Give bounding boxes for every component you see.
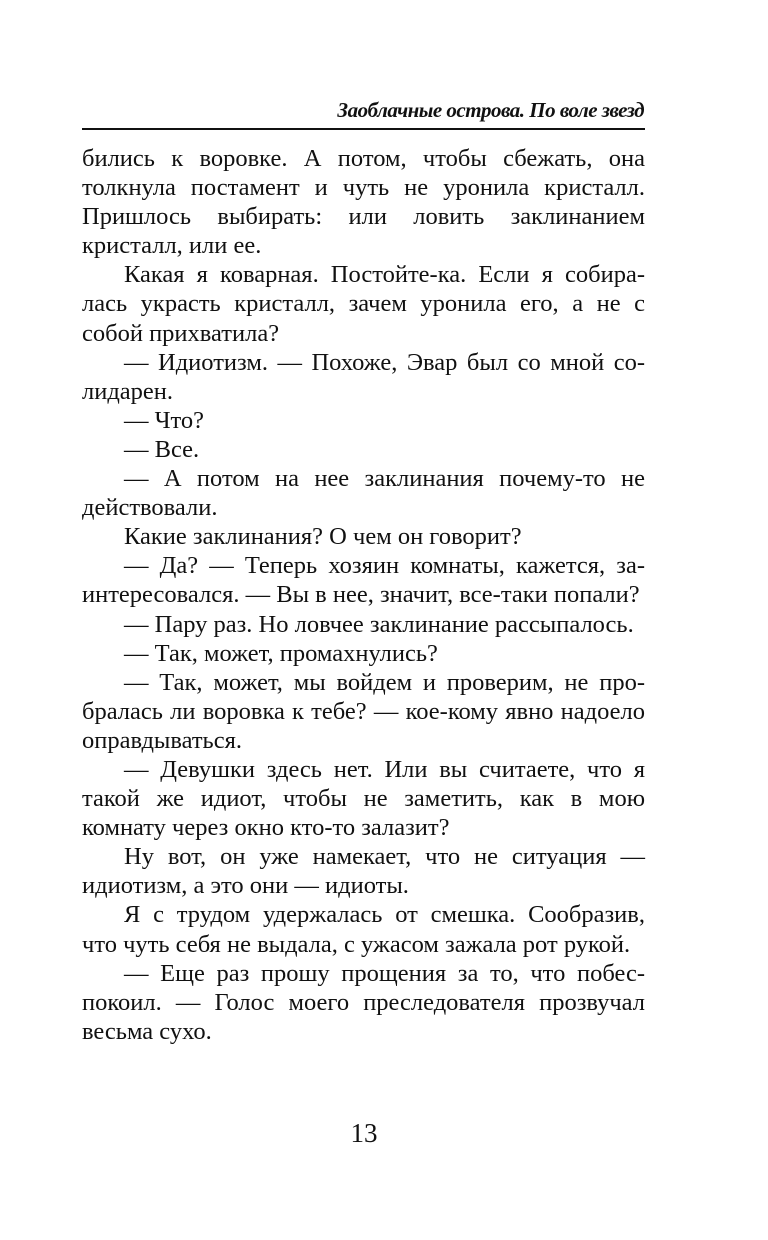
paragraph: — А потом на нее заклинания почему-то не действовали. [82, 465, 645, 522]
page-number: 13 [350, 1118, 378, 1148]
paragraph: бились к воровке. А потом, чтобы сбежать, она толкнула постамент и чуть не уронила кристалл. Пришлось выбирать: или ловить заклинанием кристалл, или ее. [82, 145, 645, 260]
paragraph: — Да? — Теперь хозяин комнаты, кажется, заинтересовался. — Вы в нее, значит, все-таки попали? [82, 552, 645, 609]
body-text [82, 144, 645, 1046]
paragraph: Какие заклинания? О чем он говорит? [124, 523, 522, 551]
paragraph: — Пару раз. Но ловчее заклинание рассыпалось. [124, 610, 634, 638]
running-header: Заоблачные острова. По воле звезд [337, 98, 644, 122]
paragraph: Ну вот, он уже намекает, что не ситуация — идиотизм, а это они — идиоты. [82, 843, 645, 900]
paragraph: Какая я коварная. Постойте-ка. Если я собиралась украсть кристалл, зачем уронила его, а не с собой прихватила? [82, 261, 645, 347]
paragraph: — Что? [124, 406, 205, 434]
header-rule [82, 128, 645, 130]
paragraph: — Девушки здесь нет. Или вы считаете, что я такой же идиот, чтобы не заметить, как в мою комнату через окно кто-то залазит? [82, 755, 645, 842]
paragraph: — Идиотизм. — Похоже, Эвар был со мной солидарен. [82, 348, 645, 405]
paragraph: — Так, может, мы войдем и проверим, не пробралась ли воровка к тебе? — кое-кому явно надоело оправдываться. [82, 668, 645, 754]
paragraph: — Так, может, промахнулись? [124, 639, 438, 667]
paragraph: — Все. [124, 435, 200, 463]
paragraph: — Еще раз прошу прощения за то, что побеспокоил. — Голос моего преследователя прозвучал весьма сухо. [82, 959, 645, 1045]
paragraph: Я с трудом удержалась от смешка. Сообразив, что чуть себя не выдала, с ужасом зажала рот рукой. [82, 901, 645, 958]
